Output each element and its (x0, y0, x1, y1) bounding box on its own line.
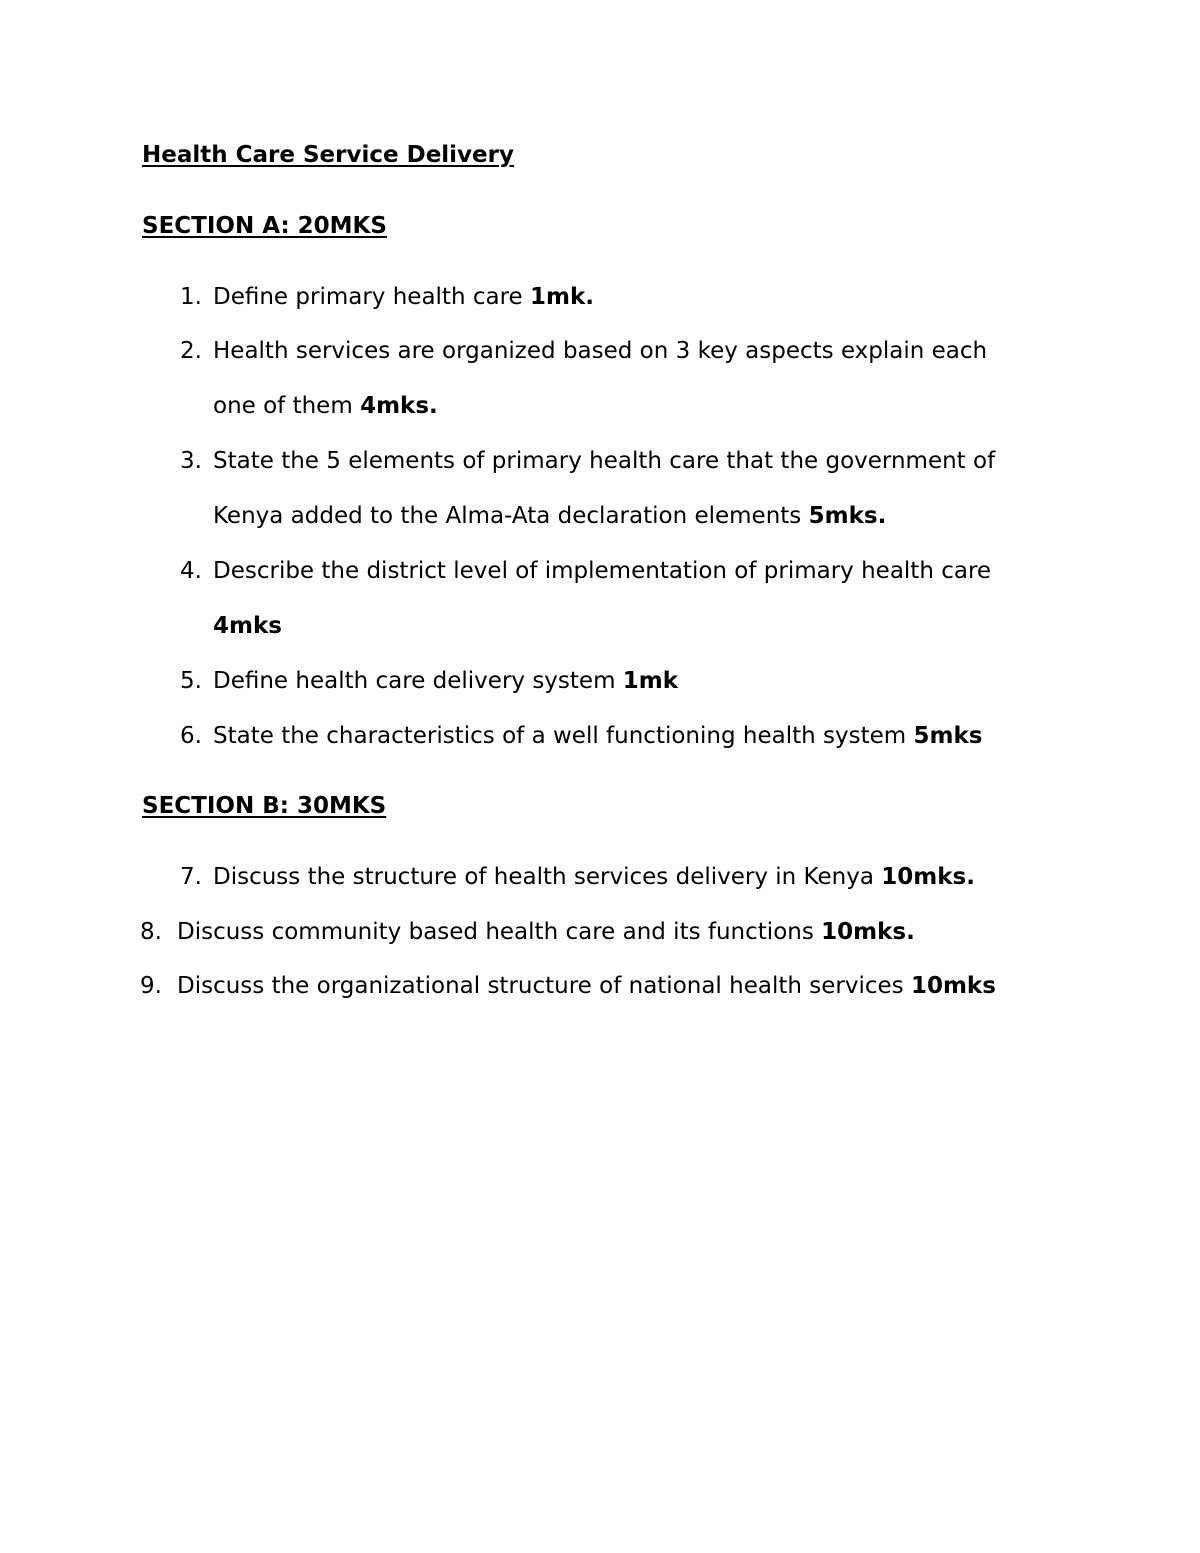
question-number: 3. (180, 448, 202, 474)
question-marks: 1mk (622, 668, 679, 694)
question-number: 1. (180, 284, 202, 310)
question-number: 5. (180, 668, 202, 694)
question-text: Define health care delivery system 1mk (213, 668, 679, 694)
question-number: 4. (180, 558, 202, 584)
question-text: Define primary health care 1mk. (213, 284, 594, 310)
question-text: Discuss the organizational structure of national health services 10mks (177, 973, 996, 999)
question-text: Describe the district level of implementation of primary health care (213, 558, 992, 584)
document-title: Health Care Service Delivery (142, 142, 514, 168)
question-number: 7. (180, 864, 202, 890)
question-marks: 5mks (913, 723, 983, 749)
question-text: Health services are organized based on 3 key aspects explain each (213, 338, 988, 364)
question-marks: 4mks. (360, 393, 438, 419)
section-b-heading: SECTION B: 30MKS (142, 793, 387, 819)
question-text: Discuss community based health care and its functions 10mks. (177, 919, 915, 945)
question-marks: 1mk. (529, 284, 594, 310)
question-text: State the 5 elements of primary health care that the government of (213, 448, 996, 474)
section-a-heading: SECTION A: 20MKS (142, 213, 387, 239)
question-number: 9. (140, 973, 162, 999)
question-number: 6. (180, 723, 202, 749)
question-marks: 4mks (213, 613, 282, 639)
question-marks: 10mks. (881, 864, 975, 890)
question-text: Discuss the structure of health services delivery in Kenya 10mks. (213, 864, 975, 890)
question-marks: 10mks (910, 973, 996, 999)
question-text: State the characteristics of a well functioning health system 5mks (213, 723, 983, 749)
question-marks: 5mks. (808, 503, 887, 529)
question-number: 2. (180, 338, 202, 364)
question-number: 8. (140, 919, 162, 945)
question-text: one of them 4mks. (213, 393, 438, 419)
question-text: Kenya added to the Alma-Ata declaration elements 5mks. (213, 503, 887, 529)
question-marks: 10mks. (821, 919, 915, 945)
